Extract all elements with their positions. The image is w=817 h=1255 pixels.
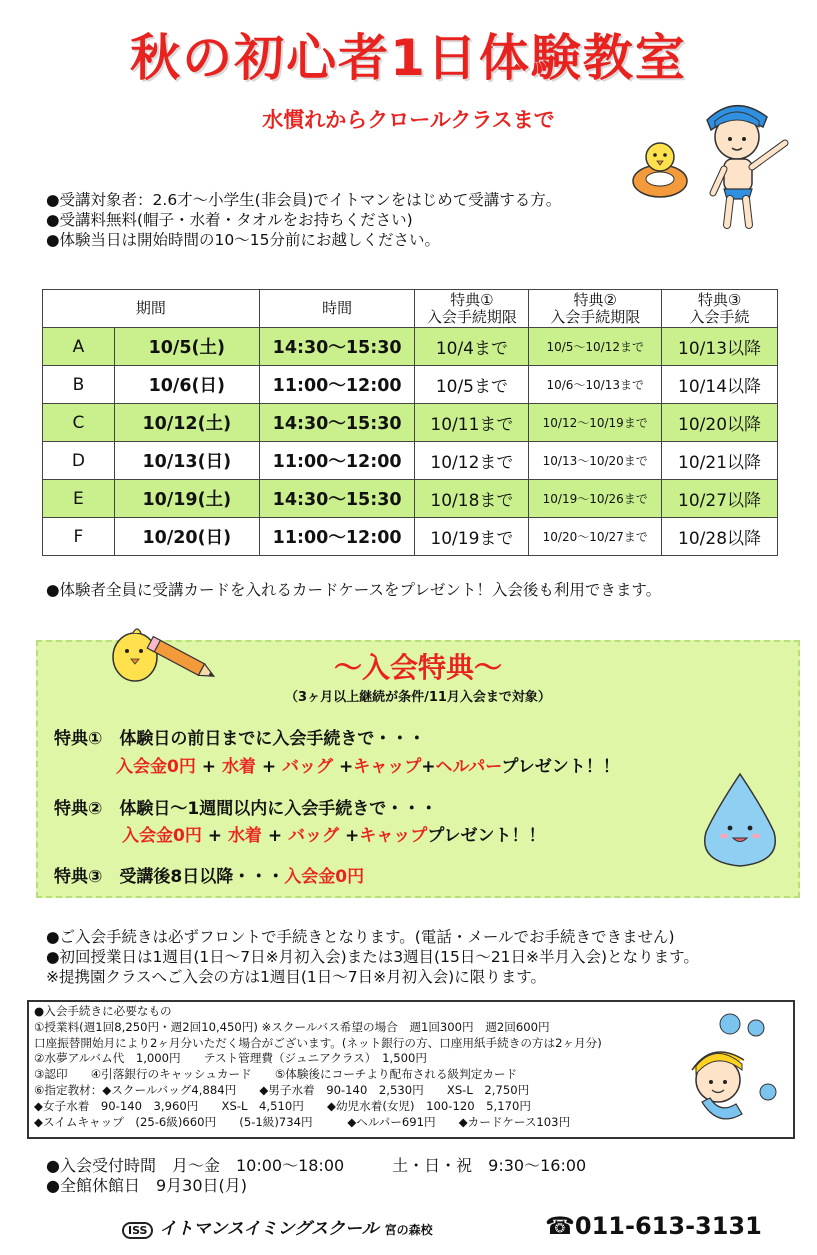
row-id: E	[43, 480, 115, 518]
row-benefit1: 10/12まで	[415, 442, 529, 480]
logo-mark: ISS	[122, 1222, 153, 1239]
row-benefit2: 10/12～10/19まで	[529, 404, 662, 442]
branch-name: 宮の森校	[384, 1223, 433, 1237]
row-benefit2: 10/13～10/20まで	[529, 442, 662, 480]
row-time: 14:30～15:30	[259, 404, 415, 442]
benefit-condition: （3ヶ月以上継続が条件/11月入会まで対象）	[285, 690, 551, 705]
water-drop-illustration	[696, 770, 784, 870]
row-benefit2: 10/6～10/13まで	[529, 366, 662, 404]
row-time: 11:00～12:00	[259, 442, 415, 480]
row-benefit3: 10/28以降	[662, 518, 778, 556]
page-subtitle: 水慣れからクロールクラスまで	[262, 108, 555, 132]
row-date: 10/20(日)	[114, 518, 259, 556]
benefit1-heading: 特典① 体験日の前日までに入会手続きで・・・	[54, 729, 426, 749]
swimmer-boy-illustration	[697, 95, 797, 230]
benefit-title: ～入会特典～	[333, 651, 502, 684]
table-row	[43, 518, 778, 556]
row-benefit2: 10/5～10/12まで	[529, 328, 662, 366]
row-benefit2: 10/20～10/27まで	[529, 518, 662, 556]
row-benefit1: 10/18まで	[415, 480, 529, 518]
intro-target: ●受講対象者：2.6才～小学生(非会員)でイトマンをはじめて受講する方。	[46, 191, 562, 209]
row-benefit3: 10/27以降	[662, 480, 778, 518]
row-date: 10/13(日)	[114, 442, 259, 480]
benefit2-heading: 特典② 体験日～1週間以内に入会手続きで・・・	[54, 799, 438, 819]
header-benefit1: 特典① 入会手続期限	[415, 290, 529, 328]
row-date: 10/12(土)	[114, 404, 259, 442]
requirements-list	[34, 1004, 602, 1130]
row-benefit3: 10/21以降	[662, 442, 778, 480]
phone-icon: ☎	[545, 1212, 575, 1240]
table-header-row	[43, 290, 778, 328]
row-benefit2: 10/19～10/26まで	[529, 480, 662, 518]
header-period: 期間	[43, 290, 260, 328]
note-front-desk: ●ご入会手続きは必ずフロントで手続きとなります。(電話・メールでお手続きできません)	[46, 928, 675, 946]
swimmer-girl-illustration	[672, 1010, 784, 1130]
page-title: 秋の初心者1日体験教室	[130, 29, 687, 87]
table-row	[43, 442, 778, 480]
row-benefit1: 10/11まで	[415, 404, 529, 442]
row-time: 14:30～15:30	[259, 480, 415, 518]
row-benefit3: 10/20以降	[662, 404, 778, 442]
row-id: B	[43, 366, 115, 404]
table-row	[43, 404, 778, 442]
requirement-item: ③認印 ④引落銀行のキャッシュカード ⑤体験後にコーチより配布される級判定カード	[34, 1067, 518, 1082]
row-id: C	[43, 404, 115, 442]
row-date: 10/5(土)	[114, 328, 259, 366]
requirements-heading: ●入会手続きに必要なもの	[34, 1004, 172, 1018]
row-time: 11:00～12:00	[259, 366, 415, 404]
requirement-item: ◆スイムキャップ (25-6級)660円 (5-1級)734円 ◆ヘルパー691円 ◆カードケース103円	[34, 1114, 571, 1129]
header-time: 時間	[259, 290, 415, 328]
benefit3-line: 特典③ 受講後8日以降・・・入会金0円	[54, 867, 365, 887]
requirement-item: ⑥指定教材：◆スクールバッグ4,884円 ◆男子水着 90-140 2,530円 XS-L 2,750円	[34, 1082, 530, 1097]
requirement-item: ◆女子水着 90-140 3,960円 XS-L 4,510円 ◆幼児水着(女児) 100-120 5,170円	[34, 1098, 531, 1113]
row-benefit3: 10/14以降	[662, 366, 778, 404]
row-benefit3: 10/13以降	[662, 328, 778, 366]
row-id: F	[43, 518, 115, 556]
row-date: 10/6(日)	[114, 366, 259, 404]
benefit2-items: 入会金0円 + 水着 + バッグ +キャッププレゼント！！	[122, 826, 546, 846]
intro-arrival: ●体験当日は開始時間の10～15分前にお越しください。	[46, 231, 440, 249]
table-row	[43, 480, 778, 518]
school-logo	[122, 1214, 433, 1239]
requirement-item: ②水夢アルバム代 1,000円 テスト管理費（ジュニアクラス） 1,500円	[34, 1051, 427, 1066]
procedure-notes	[46, 927, 699, 987]
table-row	[43, 366, 778, 404]
row-benefit1: 10/4まで	[415, 328, 529, 366]
row-id: D	[43, 442, 115, 480]
requirement-item: ①授業料(週1回8,250円・週2回10,450円) ※スクールバス希望の場合 週1回300円 週2回600円	[34, 1019, 550, 1034]
row-benefit1: 10/5まで	[415, 366, 529, 404]
row-id: A	[43, 328, 115, 366]
benefit1-items: 入会金0円 + 水着 + バッグ +キャップ+ヘルパープレゼント！！	[116, 757, 620, 777]
hours-info	[46, 1156, 586, 1196]
row-time: 14:30～15:30	[259, 328, 415, 366]
gift-note: ●体験者全員に受講カードを入れるカードケースをプレゼント！入会後も利用できます。	[46, 581, 662, 599]
row-time: 11:00～12:00	[259, 518, 415, 556]
note-first-class: ●初回授業日は1週目(1日～7日※月初入会)または3週目(15日～21日※半月入会)となります。	[46, 948, 699, 966]
intro-fee: ●受講料無料(帽子・水着・タオルをお持ちください)	[46, 211, 413, 229]
header-benefit3: 特典③ 入会手続	[662, 290, 778, 328]
closed-day: ●全館休館日 9月30日(月)	[46, 1176, 247, 1195]
intro-list	[46, 190, 561, 250]
duck-float-illustration	[630, 135, 692, 205]
table-row	[43, 328, 778, 366]
row-benefit1: 10/19まで	[415, 518, 529, 556]
requirement-item: 口座振替開始月により2ヶ月分いただく場合がございます。(ネット銀行の方、口座用紙手続きの方は2ヶ月分)	[34, 1035, 602, 1050]
schedule-table	[42, 289, 778, 556]
header-benefit2: 特典② 入会手続期限	[529, 290, 662, 328]
logo-text: イトマンスイミングスクール	[159, 1219, 379, 1239]
row-date: 10/19(土)	[114, 480, 259, 518]
note-partner-class: ※提携園クラスへご入会の方は1週目(1日～7日※月初入会)に限ります。	[46, 968, 546, 986]
reception-hours: ●入会受付時間 月～金 10:00～18:00 土・日・祝 9:30～16:00	[46, 1156, 587, 1175]
phone-number: ☎011-613-3131	[545, 1212, 762, 1240]
